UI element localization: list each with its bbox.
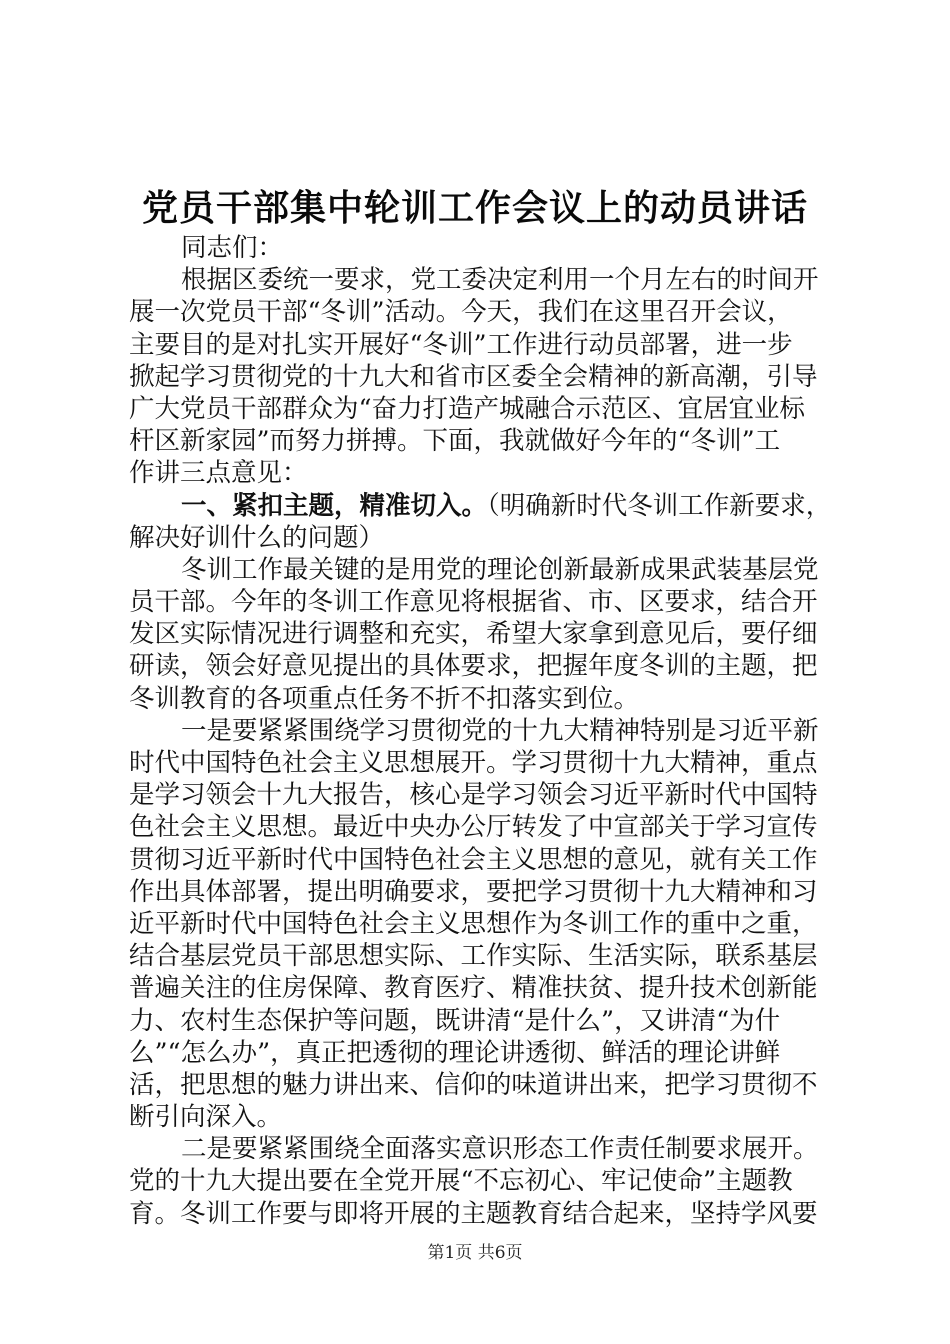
- section-heading: [129, 490, 831, 522]
- paragraph-line: 么”“怎么办”，真正把透彻的理论讲透彻、鲜活的理论讲鲜: [129, 1037, 781, 1068]
- paragraph-line: 发区实际情况进行调整和充实，希望大家拿到意见后，要仔细: [129, 619, 818, 650]
- paragraph-line: 断引向深入。: [129, 1102, 283, 1133]
- document-body: [129, 232, 831, 1230]
- paragraph-line: 党的十九大提出要在全党开展“不忘初心、牢记使命”主题教: [129, 1166, 793, 1197]
- paragraph-line: 广大党员干部群众为“奋力打造产城融合示范区、宜居宜业标: [129, 393, 806, 424]
- paragraph-line: 研读，领会好意见提出的具体要求，把握年度冬训的主题，把: [129, 651, 818, 682]
- paragraph-line: 贯彻习近平新时代中国特色社会主义思想的意见，就有关工作: [129, 844, 818, 875]
- section-heading-continuation: 解决好训什么的问题）: [129, 522, 385, 553]
- paragraph-line: 冬训教育的各项重点任务不折不扣落实到位。: [129, 683, 640, 714]
- paragraph-line: 展一次党员干部“冬训”活动。今天，我们在这里召开会议，: [129, 297, 793, 328]
- paragraph-line: 育。冬训工作要与即将开展的主题教育结合起来，坚持学风要: [129, 1198, 818, 1229]
- paragraph-line: 时代中国特色社会主义思想展开。学习贯彻十九大精神，重点: [129, 748, 818, 778]
- page-number-footer: 第1页 共6页: [427, 1243, 523, 1263]
- paragraph-line: 杆区新家园”而努力拼搏。下面，我就做好今年的“冬训”工: [129, 426, 781, 457]
- paragraph-line: 是学习领会十九大报告，核心是学习领会习近平新时代中国特: [129, 780, 818, 811]
- document-title: 党员干部集中轮训工作会议上的动员讲话: [141, 187, 808, 229]
- paragraph-line: 主要目的是对扎实开展好“冬训”工作进行动员部署，进一步: [129, 329, 793, 360]
- paragraph-line: 力、农村生态保护等问题，既讲清“是什么”，又讲清“为什: [129, 1005, 781, 1036]
- paragraph-line: 二是要紧紧围绕全面落实意识形态工作责任制要求展开。: [181, 1134, 819, 1165]
- paragraph-line: 作讲三点意见：: [129, 458, 308, 489]
- paragraph-line: 作出具体部署，提出明确要求，要把学习贯彻十九大精神和习: [129, 876, 818, 907]
- paragraph-line: 根据区委统一要求，党工委决定利用一个月左右的时间开: [181, 265, 819, 296]
- paragraph-line: 掀起学习贯彻党的十九大和省市区委全会精神的新高潮，引导: [129, 361, 818, 392]
- paragraph-line: 一是要紧紧围绕学习贯彻党的十九大精神特别是习近平新: [181, 715, 819, 746]
- paragraph-line: 结合基层党员干部思想实际、工作实际、生活实际，联系基层: [129, 941, 818, 972]
- paragraph-line: 色社会主义思想。最近中央办公厅转发了中宣部关于学习宣传: [129, 812, 818, 843]
- paragraph-line: 冬训工作最关键的是用党的理论创新最新成果武装基层党: [181, 554, 819, 585]
- section-heading-title: 一、紧扣主题，精准切入。: [181, 490, 488, 521]
- paragraph-line: 普遍关注的住房保障、教育医疗、精准扶贫、提升技术创新能: [129, 973, 818, 1004]
- paragraph-line: 活，把思想的魅力讲出来、信仰的味道讲出来，把学习贯彻不: [129, 1069, 818, 1100]
- salutation: 同志们：: [181, 233, 284, 263]
- section-heading-note: （明确新时代冬训工作新要求，: [487, 490, 832, 521]
- paragraph-line: 员干部。今年的冬训工作意见将根据省、市、区要求，结合开: [129, 587, 818, 618]
- paragraph-line: 近平新时代中国特色社会主义思想作为冬训工作的重中之重，: [129, 908, 818, 939]
